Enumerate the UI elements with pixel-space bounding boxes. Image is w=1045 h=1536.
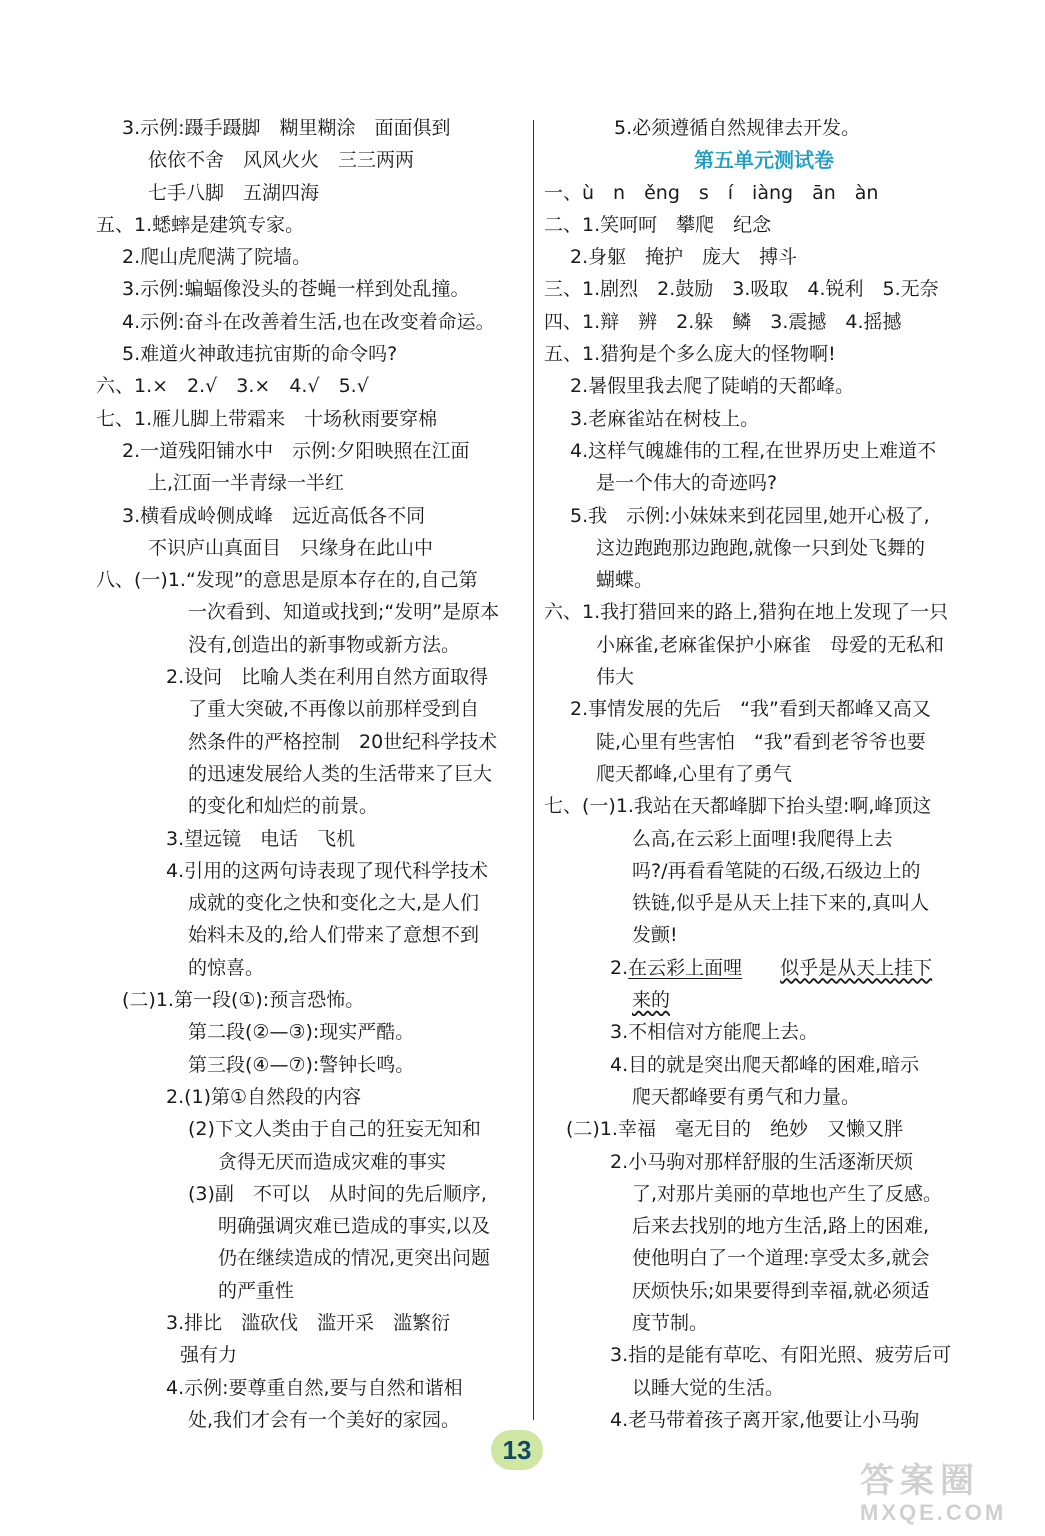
answer-line: 的严重性	[218, 1279, 295, 1302]
answer-part: 在云彩上面哩	[628, 956, 743, 979]
answer-line: 2.事情发展的先后 “我”看到天都峰又高又	[570, 698, 931, 721]
answer-line: 3.示例:蹑手蹑脚 糊里糊涂 面面俱到	[122, 117, 451, 139]
answer-line: (二)1.幸福 毫无目的 绝妙 又懒又胖	[566, 1118, 903, 1141]
answer-line: 3.示例:蝙蝠像没头的苍蝇一样到处乱撞。	[122, 278, 470, 301]
answer-line: 陡,心里有些害怕 “我”看到老爷爷也要	[596, 730, 926, 753]
answer-line: 4.这样气魄雄伟的工程,在世界历史上难道不	[570, 439, 937, 462]
answer-line: 3.指的是能有草吃、有阳光照、疲劳后可	[610, 1344, 952, 1367]
page-number: 13	[491, 1430, 543, 1470]
answer-line: 度节制。	[632, 1311, 709, 1334]
answer-line: 了,对那片美丽的草地也产生了反感。	[632, 1182, 943, 1205]
answer-line: 七手八脚 五湖四海	[148, 181, 320, 204]
answer-line: 3.老麻雀站在树枝上。	[570, 407, 760, 430]
answer-line: 蝴蝶。	[596, 569, 654, 592]
answer-line: 2.一道残阳铺水中 示例:夕阳映照在江面	[122, 439, 470, 462]
right-column	[544, 112, 964, 1436]
watermark-line1: 答案圈	[860, 1462, 980, 1500]
right-top-line: 5.必须遵循自然规律去开发。	[614, 117, 861, 139]
watermark-logo	[860, 1462, 1040, 1532]
answer-line: 处,我们才会有一个美好的家园。	[188, 1408, 461, 1431]
answer-line: 2.小马驹对那样舒服的生活逐渐厌烦	[610, 1150, 914, 1173]
answer-line: 没有,创造出的新事物或新方法。	[188, 633, 461, 656]
answer-line: 八、(一)1.“发现”的意思是原本存在的,自己第	[96, 569, 478, 592]
right-column-lines	[544, 177, 964, 1437]
answer-line: (二)1.第一段(①):预言恐怖。	[122, 989, 365, 1012]
answer-line: 3.望远镜 电话 飞机	[166, 827, 356, 850]
answer-line: 后来去找别的地方生活,路上的困难,	[632, 1215, 930, 1238]
answer-line: 贪得无厌而造成灾难的事实	[218, 1150, 447, 1173]
answer-line: 铁链,似乎是从天上挂下来的,真叫人	[632, 892, 930, 915]
answer-line: 成就的变化之快和变化之大,是人们	[188, 892, 480, 915]
answer-line: 的惊喜。	[188, 956, 265, 979]
answer-line: 使他明白了一个道理:享受太多,就会	[632, 1247, 930, 1270]
answer-line: 2.(1)第①自然段的内容	[166, 1085, 362, 1108]
answer-line: 是一个伟大的奇迹吗?	[596, 472, 778, 495]
answer-line: 伟大	[596, 666, 635, 689]
left-column	[96, 112, 521, 1436]
answer-line: 三、1.剧烈 2.鼓励 3.吸取 4.锐利 5.无奈	[544, 278, 939, 301]
answer-line: 四、1.辩 辨 2.躲 鳞 3.震撼 4.摇撼	[544, 310, 902, 333]
answer-line: 5.我 示例:小妹妹来到花园里,她开心极了,	[570, 504, 930, 527]
answer-line: 一、ù n ěng s í iàng ān àn	[544, 181, 879, 204]
answer-line: 的变化和灿烂的前景。	[188, 795, 379, 818]
answer-line: 五、1.蟋蟀是建筑专家。	[96, 213, 305, 236]
answer-line: 二、1.笑呵呵 攀爬 纪念	[544, 213, 772, 236]
answer-part	[742, 957, 780, 979]
answer-line: 吗?/再看看笔陡的石级,石级边上的	[632, 859, 921, 882]
answer-line: 4.引用的这两句诗表现了现代科学技术	[166, 859, 489, 882]
answer-line: 六、1.我打猎回来的路上,猎狗在地上发现了一只	[544, 601, 949, 624]
answer-line: 仍在继续造成的情况,更突出问题	[218, 1247, 491, 1270]
answer-line: 2.身躯 掩护 庞大 搏斗	[570, 246, 798, 269]
answer-line: 六、1.× 2.√ 3.× 4.√ 5.√	[96, 375, 369, 398]
answer-line: 爬天都峰,心里有了勇气	[596, 762, 793, 785]
answer-line: 了重大突破,不再像以前那样受到自	[188, 698, 480, 721]
answer-line: 小麻雀,老麻雀保护小麻雀 母爱的无私和	[596, 633, 945, 656]
answer-line: 始料未及的,给人们带来了意想不到	[188, 924, 480, 947]
answer-line: 2.暑假里我去爬了陡峭的天都峰。	[570, 375, 855, 398]
answer-line: 第二段(②—③):现实严酷。	[188, 1021, 415, 1044]
answer-line: 五、1.猎狗是个多么庞大的怪物啊!	[544, 343, 836, 366]
answer-line: 4.老马带着孩子离开家,他要让小马驹	[610, 1408, 920, 1431]
answer-line: 依依不舍 风风火火 三三两两	[148, 149, 415, 172]
answer-line: 以睡大觉的生活。	[632, 1376, 785, 1399]
answer-line: 爬天都峰要有勇气和力量。	[632, 1085, 861, 1108]
answer-line: 的迅速发展给人类的生活带来了巨大	[188, 762, 493, 785]
answer-line: 一次看到、知道或找到;“发明”是原本	[188, 601, 500, 624]
answer-line: 七、1.雁儿脚上带霜来 十场秋雨要穿棉	[96, 407, 438, 430]
answer-line: 3.不相信对方能爬上去。	[610, 1021, 819, 1044]
answer-line: 不识庐山真面目 只缘身在此山中	[148, 536, 434, 559]
answer-part: 2.	[610, 956, 629, 979]
answer-line: 七、(一)1.我站在天都峰脚下抬头望:啊,峰顶这	[544, 795, 932, 818]
answer-line: 2.爬山虎爬满了院墙。	[122, 246, 312, 269]
answer-line	[544, 984, 964, 1016]
answer-line: (2)下文人类由于自己的狂妄无知和	[188, 1118, 481, 1141]
answer-line: 厌烦快乐;如果要得到幸福,就必须适	[632, 1279, 930, 1302]
answer-line: 么高,在云彩上面哩!我爬得上去	[632, 827, 893, 850]
answer-line: 然条件的严格控制 20世纪科学技术	[188, 730, 498, 753]
answer-line: 3.排比 滥砍伐 滥开采 滥繁衍	[166, 1311, 451, 1334]
answer-part: 来的	[632, 989, 671, 1012]
answer-line: 4.目的就是突出爬天都峰的困难,暗示	[610, 1053, 920, 1076]
answer-line: 4.示例:要尊重自然,要与自然和谐相	[166, 1376, 463, 1399]
answer-line: (3)副 不可以 从时间的先后顺序,	[188, 1182, 487, 1205]
watermark-line2: MXQE.COM	[860, 1500, 1007, 1525]
answer-line: 3.横看成岭侧成峰 远近高低各不同	[122, 504, 426, 527]
answer-line: 强有力	[180, 1344, 238, 1367]
column-divider	[533, 120, 534, 1420]
answer-line: 明确强调灾难已造成的事实,以及	[218, 1215, 491, 1238]
answer-line: 上,江面一半青绿一半红	[148, 472, 345, 495]
answer-line: 发颤!	[632, 924, 678, 947]
answer-line: 第三段(④—⑦):警钟长鸣。	[188, 1053, 415, 1076]
answer-line: 4.示例:奋斗在改善着生活,也在改变着命运。	[122, 310, 495, 333]
answer-line	[544, 952, 964, 984]
answer-line: 2.设问 比喻人类在利用自然方面取得	[166, 666, 489, 689]
section-title: 第五单元测试卷	[694, 148, 834, 173]
answer-line: 5.难道火神敢违抗宙斯的命令吗?	[122, 343, 398, 366]
answer-part: 似乎是从天上挂下	[780, 956, 933, 979]
answer-line: 这边跑跑那边跑跑,就像一只到处飞舞的	[596, 536, 926, 559]
